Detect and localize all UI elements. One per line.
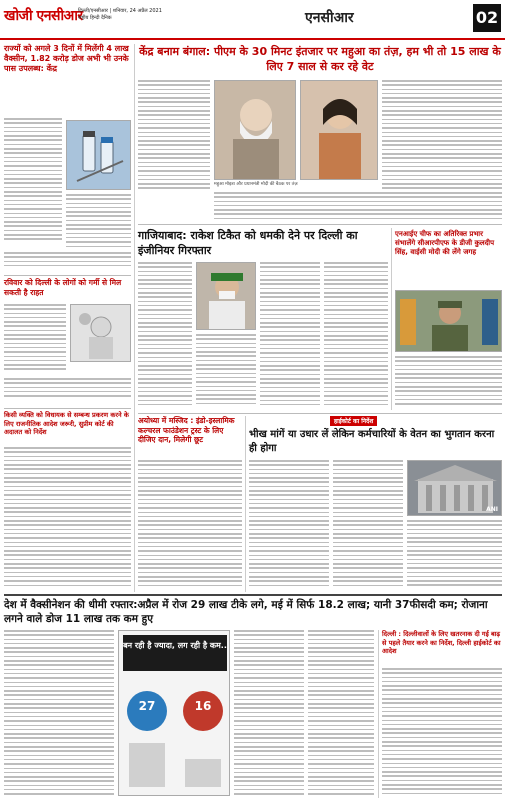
left-mid-body — [4, 304, 66, 376]
vaccine-vial-photo — [66, 120, 131, 190]
rakesh-tikait-photo — [196, 262, 256, 330]
bottom-right-headline: दिल्ली : दिल्लीवालों के लिए खतरनाक दी गई बाढ़ से पहले तैयार करने का निर्देश, दिल्ली हाईकोर्ट का आदेश — [382, 630, 501, 655]
rakesh-body-col4 — [324, 262, 388, 410]
bottom-headline: देश में वैक्सीनेशन की धीमी रफ्तार:अप्रैल में रोज 29 लाख टीके लगे, मई में सिर्फ 18.2 लाख; यानी 37फीसदी कम; रोजाना लगने वाले डोज 11 लाख तक कम हुए — [4, 599, 488, 625]
bottom-headline-block — [4, 598, 502, 626]
left-top-body-2 — [66, 194, 131, 250]
rakesh-body-col3 — [260, 262, 320, 410]
weather-illustration — [71, 305, 131, 362]
left-low-headline-block — [4, 411, 131, 437]
ayodhya-headline-block — [138, 416, 242, 445]
dateline — [78, 8, 162, 22]
left-top-headline-block — [4, 44, 131, 116]
rakesh-headline: गाजियाबाद: राकेश टिकैत को धमकी देने पर दिल्ली का इंजीनियर गिरफ्तार — [138, 229, 358, 257]
bottom-right-body — [382, 668, 502, 798]
section-title: एनसीआर — [305, 10, 354, 26]
ayodhya-headline: अयोध्या में मस्जिद : इंडो-इस्लामिक कल्चरल फाउंडेशन ट्रस्ट के लिए दीजिए दान, मिलेगी छूट — [138, 416, 235, 444]
highcourt-body-col1 — [249, 460, 329, 590]
pm-modi-photo — [214, 80, 296, 180]
nia-body — [395, 356, 502, 410]
highcourt-headline: भीख मांगें या उधार लें लेकिन कर्मचारियों के वेतन का भुगतान करना ही होगा — [249, 429, 495, 454]
left-top-body-3 — [4, 252, 131, 272]
highcourt-headline-block — [249, 428, 502, 455]
bottom-body-col3 — [234, 630, 304, 798]
kuldeep-singh-photo — [395, 290, 502, 352]
mahua-moitra-photo — [300, 80, 378, 180]
dateline-date: दिल्ली/एनसीआर | शनिवार, 24 अप्रैल 2021 — [78, 8, 162, 14]
nia-headline: एनआईए चीफ का अतिरिक्त प्रभार संभालेंगे सीआरपीएफ के डीजी कुलदीप सिंह, वाईसी मोदी की लेंगे जगह — [395, 230, 495, 256]
nia-headline-block — [395, 230, 502, 257]
mahua-portrait — [301, 81, 378, 180]
left-mid-headline: रविवार को दिल्ली के लोगों को गर्मी से मिल सकती है राहत — [4, 278, 122, 297]
vaccination-bars — [119, 673, 230, 793]
dateline-tagline: राष्ट्रीय हिन्दी दैनिक — [78, 15, 112, 21]
left-top-headline: राज्यों को अगले 3 दिनों में मिलेंगी 4 लाख वैक्सीन, 1.82 करोड़ डोज अभी भी उनके पास उपलब्ध: केंद्र — [4, 44, 129, 73]
ayodhya-body — [138, 460, 242, 590]
graphic-title: बन रही है ज्यादा, लग रही है कम.. — [123, 635, 227, 671]
main-body-lower — [214, 192, 502, 224]
rakesh-body-col1 — [138, 262, 192, 410]
main-body-col1 — [138, 80, 210, 195]
highcourt-photo — [407, 460, 502, 516]
highcourt-body-col3 — [407, 520, 502, 590]
newspaper-logo: खोजी एनसीआर — [4, 8, 83, 24]
left-low-body — [4, 447, 131, 589]
main-body-col4 — [382, 80, 502, 195]
rakesh-headline-block — [138, 228, 388, 258]
ani-watermark: ANI — [486, 506, 498, 513]
rakesh-portrait — [197, 263, 256, 330]
highcourt-tag: हाईकोर्ट का निर्देश — [330, 416, 377, 426]
pm-modi-portrait — [215, 81, 296, 180]
stat-left: 27 — [138, 699, 156, 713]
kuldeep-portrait — [396, 291, 502, 352]
highcourt-body-col2 — [333, 460, 403, 590]
left-mid-body-2 — [4, 378, 131, 404]
page-number: 02 — [473, 4, 501, 32]
main-photo-caption: महुआ मोइत्रा और प्रधानमंत्री मोदी की बैठक पर तंज़ — [214, 182, 298, 187]
left-low-headline: किसी व्यक्ति को विधायक से सम्बन्ध प्रकरण करने के लिए राजनीतिक आदेश जरूरी, सुप्रीम कोर्ट की अदालत को निर्देश — [4, 411, 129, 436]
rakesh-body-col2 — [196, 334, 256, 410]
vaccination-graphic — [118, 630, 230, 796]
masthead — [0, 0, 505, 40]
vaccine-illustration — [67, 121, 131, 190]
stat-right: 16 — [194, 699, 212, 713]
main-headline-block — [138, 44, 502, 74]
bottom-body-col4 — [308, 630, 374, 798]
heat-weather-photo — [70, 304, 131, 362]
left-mid-headline-block — [4, 278, 131, 297]
left-top-body — [4, 118, 62, 248]
bottom-right-headline-block — [382, 630, 502, 656]
bottom-body-col1 — [4, 630, 114, 798]
main-headline: केंद्र बनाम बंगाल: पीएम के 30 मिनट इंतजार पर महुआ का तंज़, हम भी तो 15 लाख के लिए 7 साल से कर रहे वेट — [139, 45, 501, 73]
